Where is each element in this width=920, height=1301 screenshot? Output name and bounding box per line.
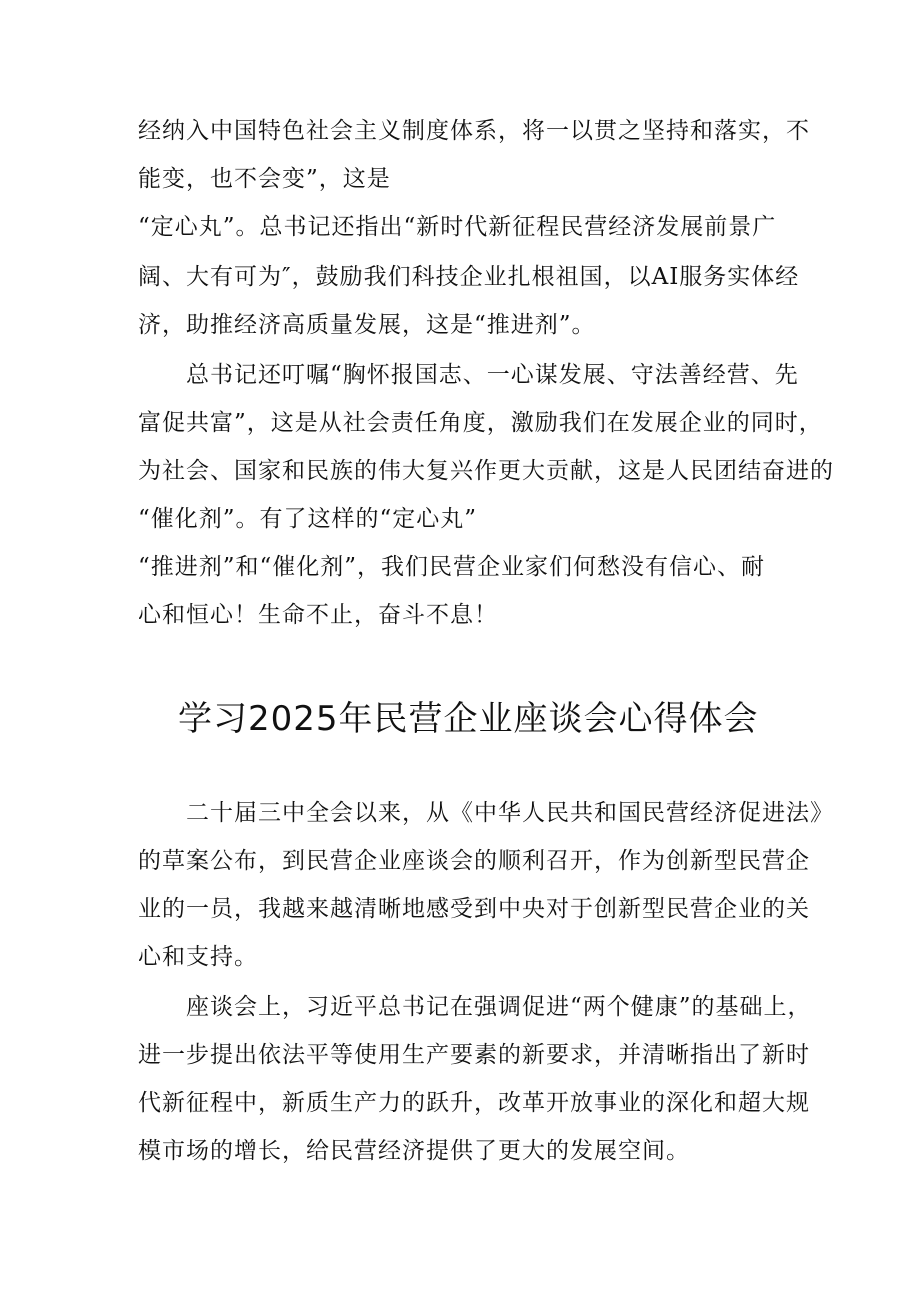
paragraph-line: 济，助推经济高质量发展，这是“推进剂”。	[138, 312, 596, 338]
paragraph-line: 能变，也不会变”，这是	[138, 166, 391, 192]
paragraph-line: 业的一员，我越来越清晰地感受到中央对于创新型民营企业的关	[138, 896, 810, 922]
paragraph-line: 座谈会上，习近平总书记在强调促进“两个健康”的基础上，	[186, 994, 812, 1020]
paragraph-line: 代新征程中，新质生产力的跃升，改革开放事业的深化和超大规	[138, 1090, 810, 1116]
paragraph-line: “催化剂”。有了这样的“定心丸”	[138, 506, 478, 532]
paragraph-line: 心和恒心！生命不止，奋斗不息！	[138, 602, 498, 628]
paragraph-line: 阔、大有可为″，鼓励我们科技企业扎根祖国，以AI服务实体经	[138, 264, 800, 290]
paragraph-line: 的草案公布，到民营企业座谈会的顺利召开，作为创新型民营企	[138, 848, 810, 874]
page-title: 学习2025年民营企业座谈会心得体会	[178, 699, 759, 739]
paragraph-line: 二十届三中全会以来，从《中华人民共和国民营经济促进法》	[186, 800, 834, 826]
paragraph-line: 富促共富”，这是从社会责任角度，激励我们在发展企业的同时，	[138, 410, 823, 436]
paragraph-line: 总书记还叮嘱“胸怀报国志、一心谋发展、守法善经营、先	[186, 362, 799, 388]
paragraph-line: 为社会、国家和民族的伟大复兴作更大贡献，这是人民团结奋进的	[138, 458, 834, 484]
paragraph-line: 模市场的增长，给民营经济提供了更大的发展空间。	[138, 1138, 690, 1164]
paragraph-line: 进一步提出依法平等使用生产要素的新要求，并清晰指出了新时	[138, 1042, 810, 1068]
paragraph-line: 心和支持。	[138, 944, 258, 970]
paragraph-line: 经纳入中国特色社会主义制度体系，将一以贯之坚持和落实，不	[138, 118, 810, 144]
paragraph-line: “定心丸”。总书记还指出“新时代新征程民营经济发展前景广	[138, 214, 777, 240]
paragraph-line: “推进剂”和“催化剂”，我们民营企业家们何愁没有信心、耐	[138, 554, 766, 580]
